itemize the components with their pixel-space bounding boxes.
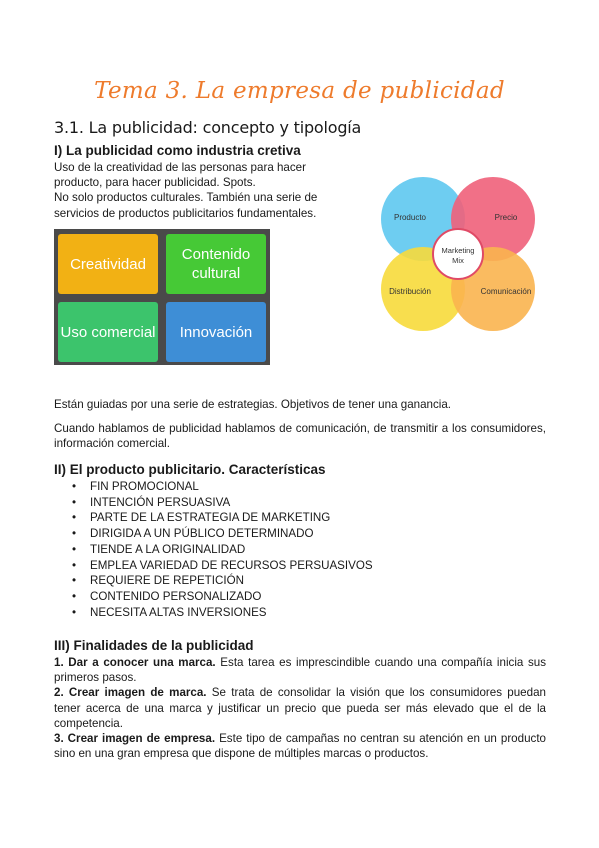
tile-innovacion: Innovación [166,302,266,362]
purpose-label: 2. Crear imagen de marca. [54,686,207,700]
section-1-line: Uso de la creatividad de las personas para hacer producto, para hacer publicidad. Spots. [54,161,306,190]
list-item: • INTENCIÓN PERSUASIVA [72,495,373,511]
purposes-list [54,655,546,761]
characteristics-list [72,479,373,620]
purpose-item [54,731,546,761]
list-item: • FIN PROMOCIONAL [72,479,373,495]
purpose-item [54,685,546,731]
section-3-heading: III) Finalidades de la publicidad [54,638,254,653]
marketing-mix-diagram [368,174,548,334]
label-precio: Precio [494,213,518,222]
purpose-label: 3. Crear imagen de empresa. [54,732,216,746]
tile-contenido-cultural: Contenido cultural [166,234,266,294]
list-item: • NECESITA ALTAS INVERSIONES [72,605,373,621]
purpose-text: Esta tarea es imprescindible cuando una compañía inicia sus primeros pasos. [54,656,546,685]
label-producto: Producto [393,213,427,222]
list-item: • EMPLEA VARIEDAD DE RECURSOS PERSUASIVOS [72,558,373,574]
label-comunicacion: Comunicación [480,287,532,296]
label-distribucion: Distribución [389,287,431,296]
industry-quadrant-image [54,229,270,365]
tile-uso-comercial: Uso comercial [58,302,158,362]
page-title: Tema 3. La empresa de publicidad [94,78,505,104]
center-label: Marketing Mix [441,246,475,265]
section-1-heading: I) La publicidad como industria cretiva [54,143,301,158]
paragraph-communication: Cuando hablamos de publicidad hablamos de comunicación, de transmitir a los consumidores, información comercial. [54,422,546,451]
paragraph-strategies: Están guiadas por una serie de estrategias. Objetivos de tener una ganancia. [54,398,452,411]
list-item: • REQUIERE DE REPETICIÓN [72,573,373,589]
purpose-text: Este tipo de campañas no centran su atención en un producto sino en una gran empresa que dispone de múltiples marcas o productos. [54,732,546,761]
section-subtitle: 3.1. La publicidad: concepto y tipología [54,118,362,137]
list-item: • CONTENIDO PERSONALIZADO [72,589,373,605]
section-1-line: No solo productos culturales. También una serie de servicios de productos publicitarios fundamentales. [54,191,318,220]
purpose-label: 1. Dar a conocer una marca. [54,656,216,669]
purpose-item [54,655,546,685]
purpose-text: Se trata de consolidar la visión que los consumidores puedan tener acerca de una marca y justificar un precio que pueda ser más elevado que el de la competencia. [54,686,546,730]
list-item: • PARTE DE LA ESTRATEGIA DE MARKETING [72,510,373,526]
section-2-heading: II) El producto publicitario. Características [54,462,326,477]
section-1-text [54,160,350,221]
list-item: • DIRIGIDA A UN PÚBLICO DETERMINADO [72,526,373,542]
list-item: • TIENDE A LA ORIGINALIDAD [72,542,373,558]
tile-creatividad: Creatividad [58,234,158,294]
